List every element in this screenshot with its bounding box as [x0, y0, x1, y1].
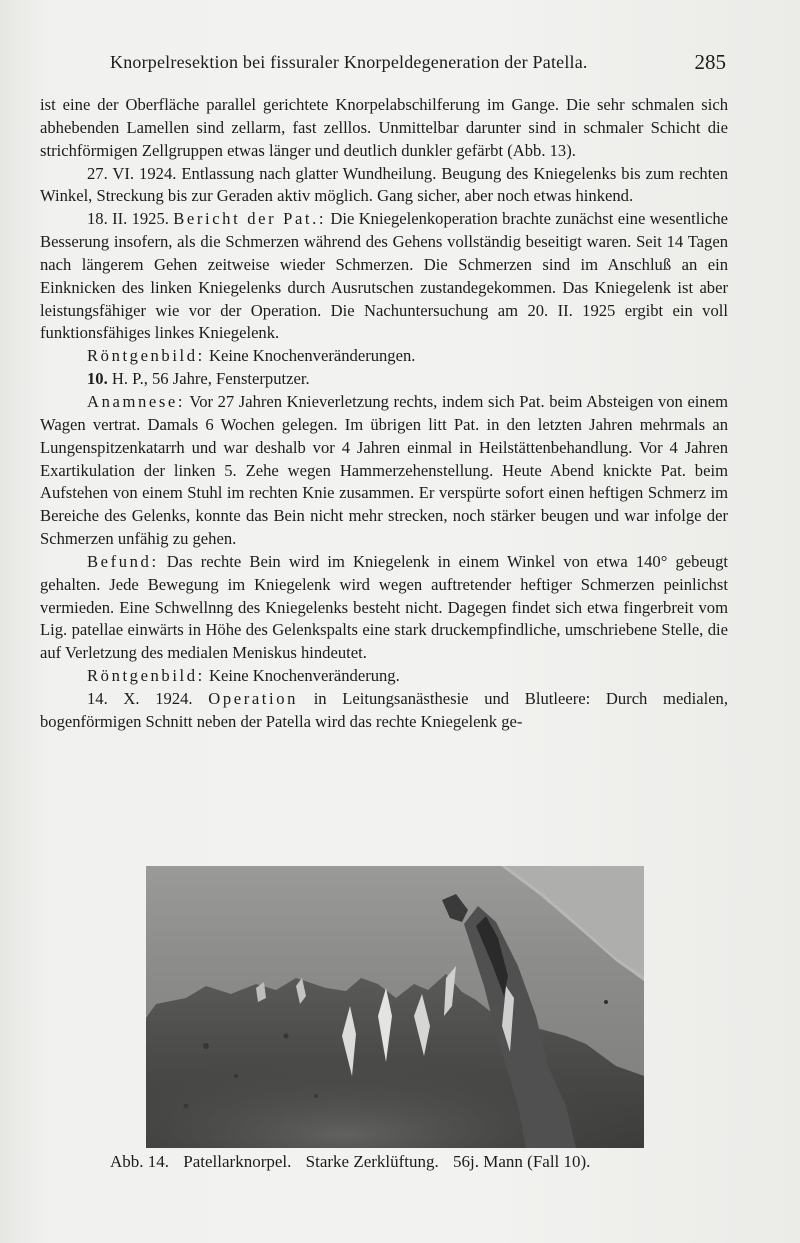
- figure-label: Abb. 14.: [110, 1152, 170, 1171]
- section-label: Röntgenbild:: [87, 666, 205, 686]
- text-segment: ist eine der Oberfläche parallel gerichtete Knorpelabschilferung im Gange. Die sehr schmalen sich abhebenden Lamellen sind zellarm, fast zelllos. Unmittelbar darunter sind in schmaler Schicht die strichförmigen Zellgruppen etwas länger und deutlich dunkler gefärbt (Abb. 13).: [40, 95, 728, 160]
- paragraph: [40, 345, 728, 368]
- text-segment: Keine Knochenveränderungen.: [204, 346, 416, 366]
- figure-caption: [110, 1152, 710, 1172]
- case-heading: [40, 368, 728, 391]
- micrograph-image: [146, 866, 644, 1148]
- paragraph: [40, 688, 728, 734]
- text-segment: Das rechte Bein wird im Kniegelenk in einem Winkel von etwa 140° gebeugt gehalten. Jede Bewegung im Kniegelenk wird wegen auftretender heftiger Schmerzen peinlichst vermieden. Eine Schwellnng des Kniegelenks besteht nicht. Dagegen findet sich etwa fingerbreit vom Lig. patellae einwärts in Höhe des Gelenkspalts eine stark druckempfindliche, umschriebene Stelle, die auf Verletzung des medialen Meniskus hindeutet.: [40, 551, 728, 663]
- running-header: [110, 50, 730, 76]
- text-segment: H. P., 56 Jahre, Fensterputzer.: [107, 369, 310, 389]
- date-label: 14. X. 1924.: [87, 688, 209, 708]
- section-label: Röntgenbild:: [87, 346, 205, 366]
- paragraph: [40, 94, 728, 163]
- paragraph: [40, 665, 728, 688]
- text-segment: Entlassung nach glatter Wundheilung. Beugung des Kniegelenks bis zum rechten Winkel, Streckung bis zur Geraden aktiv möglich. Gang sicher, aber noch etwas hinkend.: [40, 163, 728, 206]
- text-segment: Die Kniegelenkoperation brachte zunächst eine wesentliche Besserung insofern, als die Schmerzen während des Gehens vollständig beseitigt waren. Seit 14 Tagen nach längerem Gehen zeitweise wieder Schmerzen. Die Schmerzen sind im Anschluß an ein Einknicken des linken Kniegelenks durch Ausrutschen zustandegekommen. Das Kniegelenk ist aber leistungsfähiger wie vor der Operation. Die Nachuntersuchung am 20. II. 1925 ergibt ein voll funktionsfähiges linkes Kniegelenk.: [40, 209, 728, 343]
- date-label: 18. II. 1925.: [87, 209, 174, 229]
- case-number: 10.: [87, 369, 108, 389]
- paragraph: [40, 391, 728, 551]
- body-text: [40, 94, 728, 734]
- text-segment: in Leitungsanästhesie und Blutleere: Durch medialen, bogenförmigen Schnitt neben der Patella wird das rechte Kniegelenk ge-: [40, 688, 729, 731]
- date-label: 27. VI. 1924.: [87, 163, 182, 183]
- page-number: 285: [694, 50, 726, 74]
- paragraph: [40, 163, 728, 209]
- running-title: Knorpelresektion bei fissuraler Knorpeldegeneration der Patella.: [110, 52, 588, 72]
- caption-part: Starke Zerklüftung.: [305, 1152, 439, 1171]
- section-label: Operation: [208, 688, 299, 708]
- micrograph-figure: [146, 866, 644, 1148]
- section-label: Bericht der Pat.:: [173, 209, 327, 229]
- text-segment: Keine Knochenveränderung.: [204, 666, 400, 686]
- section-label: Befund:: [87, 551, 159, 571]
- caption-part: Patellarknorpel.: [183, 1152, 292, 1171]
- paragraph: [40, 551, 728, 665]
- section-label: Anamnese:: [87, 391, 186, 411]
- paragraph: [40, 208, 728, 345]
- text-segment: Vor 27 Jahren Knieverletzung rechts, indem sich Pat. beim Absteigen von einem Wagen vertrat. Damals 6 Wochen gelegen. Im übrigen litt Pat. in den letzten Jahren mehrmals an Lungenspitzenkatarrh und war deshalb vor 4 Jahren einmal in Heilstättenbehandlung. Vor 4 Jahren Exartikulation der linken 5. Zehe wegen Hammerzehenstellung. Heute Abend knickte Pat. beim Aufstehen von einem Stuhl im rechten Knie zusammen. Er verspürte sofort einen heftigen Schmerz im Bereiche des Gelenks, konnte das Bein nicht mehr strecken, noch stärker beugen und war infolge der Schmerzen unfähig zu gehen.: [40, 391, 728, 549]
- caption-part: 56j. Mann (Fall 10).: [453, 1152, 591, 1171]
